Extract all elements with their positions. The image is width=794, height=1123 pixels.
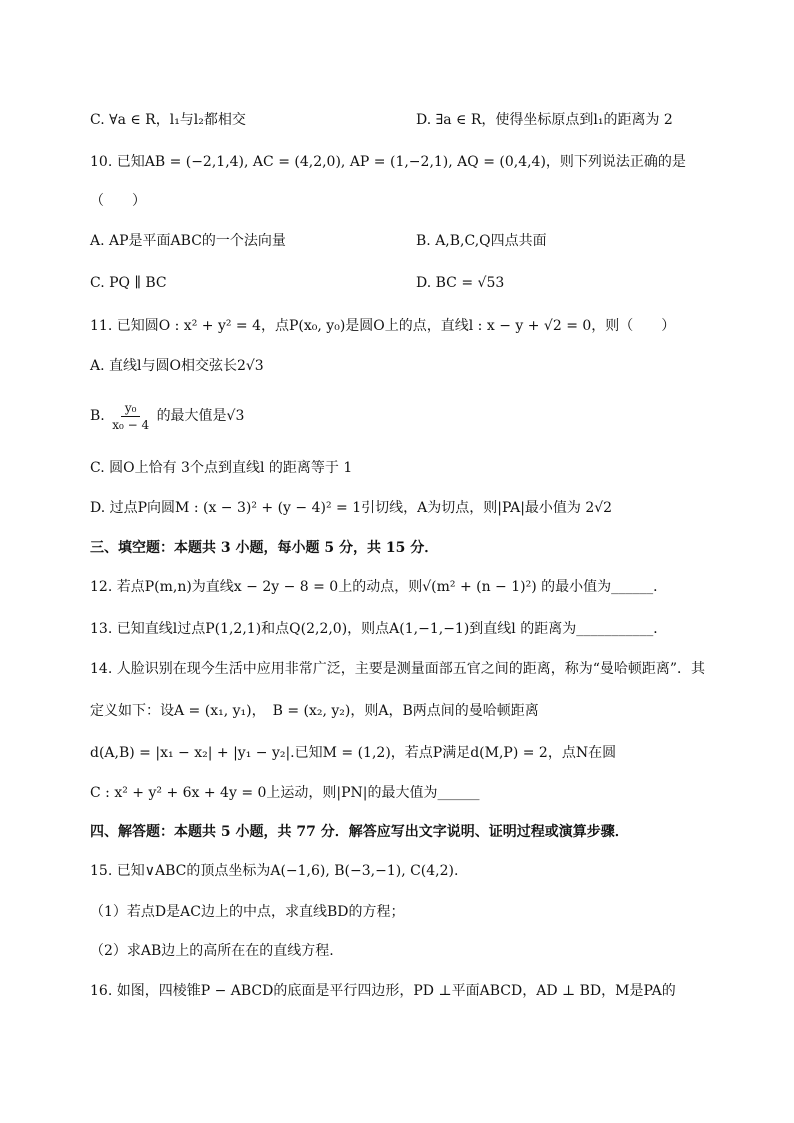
q11-option-a: A. 直线l与圆O相交弦长2√3 [90, 358, 264, 374]
q9-option-d: D. ∃a ∈ R，使得坐标原点到l₁的距离为 2 [416, 112, 673, 128]
q14-line-2: 定义如下：设A = (x₁, y₁)， B = (x₂, y₂)，则A，B两点间的曼哈顿距离 [90, 703, 539, 719]
q10-option-b: B. A,B,C,Q四点共面 [416, 233, 547, 249]
q10-option-c: C. PQ ∥ BC [90, 275, 167, 291]
q9-option-c: C. ∀a ∈ R，l₁与l₂都相交 [90, 112, 246, 128]
q11-option-c: C. 圆O上恰有 3个点到直线l 的距离等于 1 [90, 460, 353, 476]
q10-stem: 10. 已知AB = (−2,1,4), AC = (4,2,0), AP = (1,−2,1), AQ = (0,4,4)，则下列说法正确的是 [90, 154, 686, 170]
fraction-denominator: x₀ − 4 [112, 417, 150, 432]
q14-line-3: d(A,B) = |x₁ − x₂| + |y₁ − y₂|.已知M = (1,2)，若点P满足d(M,P) = 2，点N在圆 [90, 745, 617, 761]
q15-stem: 15. 已知∨ABC的顶点坐标为A(−1,6), B(−3,−1), C(4,2). [90, 863, 459, 879]
q14-line-4: C : x² + y² + 6x + 4y = 0上运动，则|PN|的最大值为______ [90, 785, 480, 801]
q11-option-b-text: 的最大值是√3 [156, 408, 245, 424]
fraction [112, 400, 149, 433]
section-3-heading: 三、填空题：本题共 3 小题，每小题 5 分，共 15 分． [90, 540, 439, 556]
q13-text: 13. 已知直线l过点P(1,2,1)和点Q(2,2,0)，则点A(1,−1,−1)到直线l 的距离为___________． [90, 621, 668, 637]
q10-option-a: A. AP是平面ABC的一个法向量 [90, 233, 286, 249]
q14-line-1: 14. 人脸识别在现今生活中应用非常广泛，主要是测量面部五官之间的距离，称为“曼哈顿距离”．其 [90, 661, 706, 677]
q15-part-1: （1）若点D是AC边上的中点，求直线BD的方程； [90, 904, 405, 920]
fraction-numerator: y₀ [121, 400, 141, 417]
section-4-heading: 四、解答题：本题共 5 小题，共 77 分．解答应写出文字说明、证明过程或演算步骤． [90, 824, 629, 840]
q11-option-b-label: B. [90, 408, 105, 424]
q15-part-2: （2）求AB边上的高所在在的直线方程. [90, 943, 334, 959]
q11-option-b [90, 398, 244, 434]
q11-stem: 11. 已知圆O : x² + y² = 4，点P(x₀, y₀)是圆O上的点，直线l : x − y + √2 = 0，则（ ） [90, 318, 676, 334]
q10-paren: （ ） [90, 193, 146, 209]
q11-option-d: D. 过点P向圆M : (x − 3)² + (y − 4)² = 1引切线，A为切点，则|PA|最小值为 2√2 [90, 500, 613, 516]
q16-stem: 16. 如图，四棱锥P − ABCD的底面是平行四边形，PD ⊥平面ABCD，AD ⊥ BD，M是PA的 [90, 983, 676, 999]
q12-text: 12. 若点P(m,n)为直线x − 2y − 8 = 0上的动点，则√(m² + (n − 1)²) 的最小值为______． [90, 579, 668, 595]
q10-option-d: D. BC = √53 [416, 275, 505, 291]
